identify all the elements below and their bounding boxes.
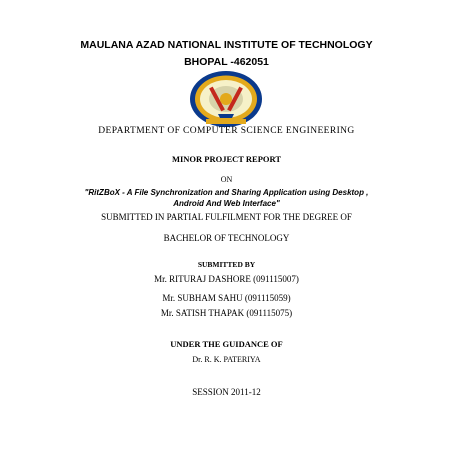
submitted-partial: SUBMITTED IN PARTIAL FULFILMENT FOR THE DEGREE OF (101, 212, 352, 222)
report-type: MINOR PROJECT REPORT (171, 154, 282, 164)
guidance-label: UNDER THE GUIDANCE OF (170, 339, 283, 349)
institute-name: MAULANA AZAD NATIONAL INSTITUTE OF TECHNOLOGY (80, 39, 373, 51)
project-title-line-2: Android And Web Interface" (173, 199, 280, 208)
institute-emblem-icon (188, 70, 264, 130)
student-2: Mr. SUBHAM SAHU (091115059) (162, 293, 291, 303)
submitted-by-label: SUBMITTED BY (197, 260, 256, 269)
degree: BACHELOR OF TECHNOLOGY (163, 233, 290, 243)
session: SESSION 2011-12 (192, 387, 261, 397)
student-1: Mr. RITURAJ DASHORE (091115007) (154, 274, 299, 284)
project-title-line-1: "RitZBoX - A File Synchronization and Sharing Application using Desktop , (84, 188, 369, 197)
guide-name: Dr. R. K. PATERIYA (192, 355, 261, 364)
on-label: ON (220, 175, 233, 184)
department: DEPARTMENT OF COMPUTER SCIENCE ENGINEERING (98, 126, 355, 136)
student-3: Mr. SATISH THAPAK (091115075) (160, 308, 293, 318)
institute-city: BHOPAL -462051 (184, 56, 269, 68)
